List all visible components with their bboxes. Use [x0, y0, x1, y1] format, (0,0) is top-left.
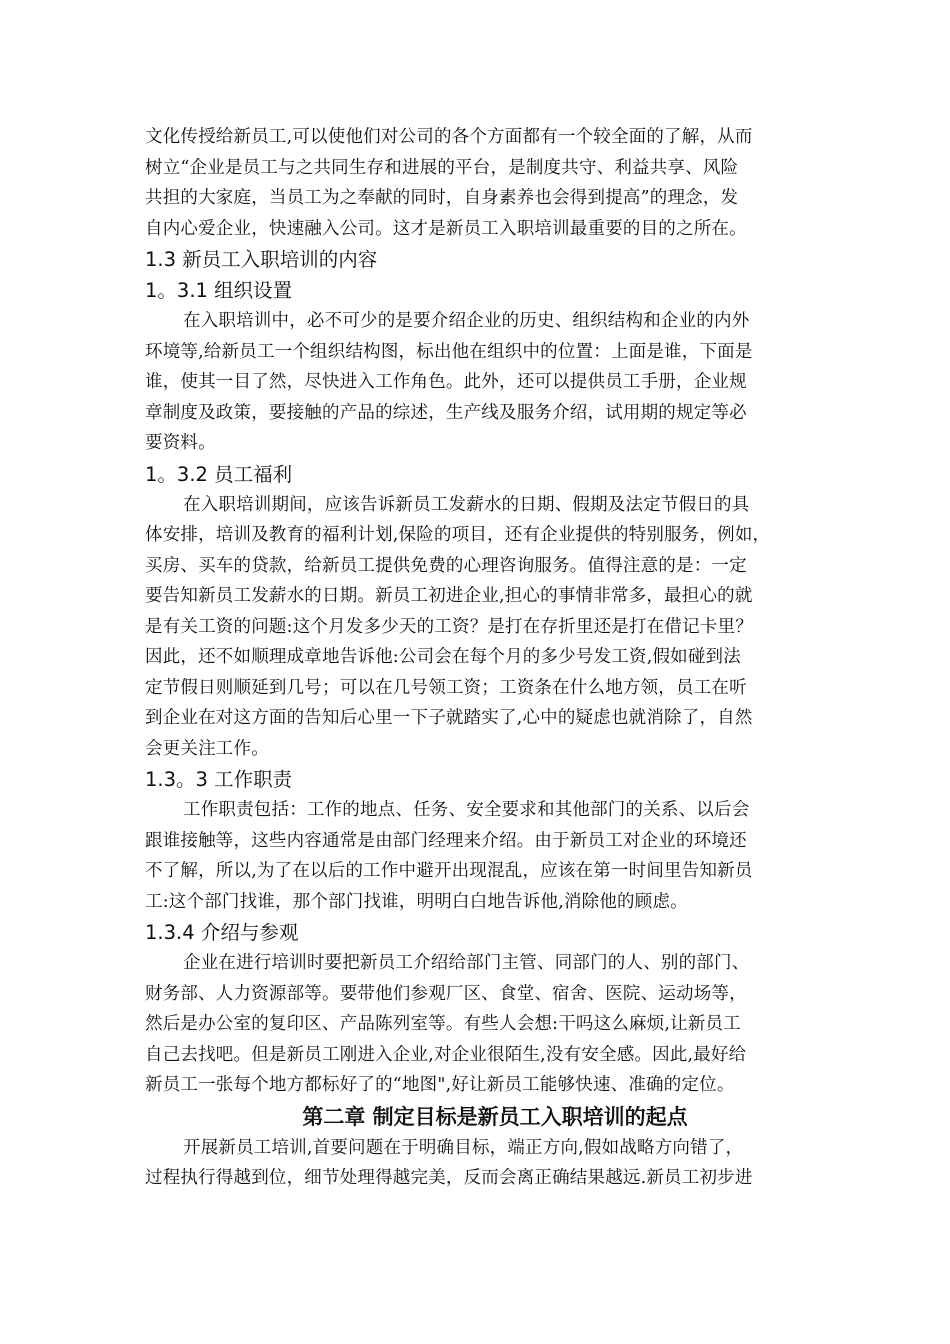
section-heading-1-3: 1.3 新员工入职培训的内容	[145, 248, 378, 271]
paragraph-benefits	[145, 490, 825, 765]
text-line: 是有关工资的问题:这个月发多少天的工资？是打在存折里还是打在借记卡里？	[145, 616, 753, 637]
text-line: 财务部、人力资源部等。要带他们参观厂区、食堂、宿舍、医院、运动场等，	[145, 983, 747, 1004]
text-line: 自己去找吧。但是新员工刚进入企业,对企业很陌生,没有安全感。因此,最好给	[145, 1044, 747, 1065]
text-line: 到企业在对这方面的告知后心里一下子就踏实了,心中的疑虑也就消除了，自然	[145, 708, 753, 728]
text-line: 开展新员工培训,首要问题在于明确目标，端正方向,假如战略方向错了，	[183, 1137, 744, 1158]
text-line: 谁，使其一目了然，尽快进入工作角色。此外，还可以提供员工手册，企业规	[145, 372, 747, 392]
text-line: 自内心爱企业，快速融入公司。这才是新员工入职培训最重要的目的之所在。	[145, 218, 747, 239]
text-line: 体安排，培训及教育的福利计划,保险的项目，还有企业提供的特别服务，例如，	[145, 525, 771, 545]
text-line: 新员工一张每个地方都标好了的“地图",好让新员工能够快速、准确的定位。	[145, 1075, 735, 1095]
text-line: 工:这个部门找谁，那个部门找谁，明明白白地告诉他,消除他的顾虑。	[145, 891, 688, 912]
paragraph-introduction-tour	[145, 948, 825, 1101]
text-line: 不了解，所以,为了在以后的工作中避开出现混乱，应该在第一时间里告知新员	[145, 861, 753, 881]
text-line: 在入职培训中，必不可少的是要介绍企业的历史、组织结构和企业的内外	[183, 311, 750, 331]
chapter-title: 第二章 制定目标是新员工入职培训的起点	[302, 1104, 688, 1129]
section-heading-1-3-4: 1.3.4 介绍与参观	[145, 921, 299, 944]
paragraph-duties	[145, 795, 825, 917]
text-line: 环境等,给新员工一个组织结构图，标出他在组织中的位置：上面是谁，下面是	[145, 341, 753, 362]
text-line: 在入职培训期间，应该告诉新员工发薪水的日期、假期及法定节假日的具	[183, 494, 750, 515]
text-line: 跟谁接触等，这些内容通常是由部门经理来介绍。由于新员工对企业的环境还	[145, 830, 747, 851]
text-line: 文化传授给新员工,可以使他们对公司的各个方面都有一个较全面的了解，从而	[145, 127, 753, 147]
text-line: 共担的大家庭，当员工为之奉献的同时，自身素养也会得到提高”的理念，发	[145, 188, 739, 208]
text-line: 会更关注工作。	[145, 738, 269, 759]
text-line: 工作职责包括：工作的地点、任务、安全要求和其他部门的关系、以后会	[183, 800, 750, 820]
text-line: 定节假日则顺延到几号；可以在几号领工资；工资条在什么地方领，员工在听	[145, 677, 747, 698]
text-line: 买房、买车的贷款，给新员工提供免费的心理咨询服务。值得注意的是：一定	[145, 555, 747, 576]
section-heading-1-3-2: 1。3.2 员工福利	[145, 462, 293, 486]
section-heading-1-3-3: 1.3。3 工作职责	[145, 768, 293, 791]
text-line: 要告知新员工发薪水的日期。新员工初进企业,担心的事情非常多，最担心的就	[145, 586, 753, 606]
text-line: 然后是办公室的复印区、产品陈列室等。有些人会想:干吗这么麻烦,让新员工	[145, 1014, 741, 1034]
text-line: 要资料。	[145, 433, 216, 453]
paragraph-chapter-2	[145, 1133, 825, 1194]
text-line: 章制度及政策，要接触的产品的综述，生产线及服务介绍，试用期的规定等必	[145, 402, 747, 423]
text-line: 树立“企业是员工与之共同生存和进展的平台，是制度共守、利益共享、风险	[145, 157, 739, 178]
document-page	[145, 122, 825, 1194]
text-line: 企业在进行培训时要把新员工介绍给部门主管、同部门的人、别的部门、	[183, 953, 750, 973]
intro-paragraph	[145, 122, 825, 244]
text-line: 因此，还不如顺理成章地告诉他:公司会在每个月的多少号发工资,假如碰到法	[145, 647, 741, 667]
paragraph-organization	[145, 306, 825, 459]
text-line: 过程执行得越到位，细节处理得越完美，反而会离正确结果越远.新员工初步进	[145, 1168, 753, 1188]
section-heading-1-3-1: 1。3.1 组织设置	[145, 279, 293, 302]
